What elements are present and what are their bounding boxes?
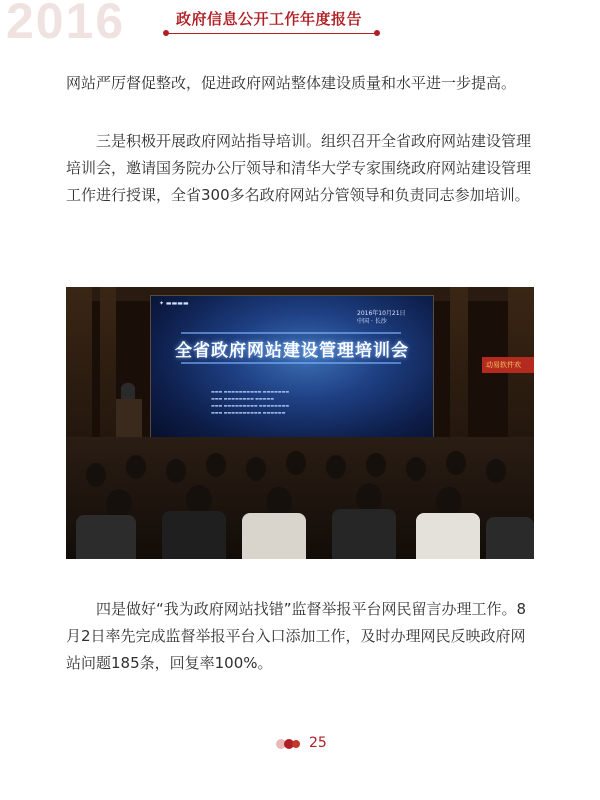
year-watermark: 2016 bbox=[6, 0, 126, 49]
paragraph-2: 三是积极开展政府网站指导培训。组织召开全省政府网站建设管理培训会，邀请国务院办公厅领导和清华大学专家围绕政府网站建设管理工作进行授课，全省300多名政府网站分管领导和负责同志参加培训。 bbox=[66, 132, 532, 204]
screen-date: 2016年10月21日 bbox=[357, 310, 406, 317]
screen-fine-print: ▬▬▬ ▬▬▬▬▬▬▬▬▬▬ ▬▬▬▬▬▬▬ ▬▬▬ ▬▬▬▬▬▬▬▬ ▬▬▬▬▬ ▬▬▬ ▬▬▬▬▬▬▬▬▬ ▬▬▬▬▬▬▬▬ ▬▬▬ ▬▬▬▬▬▬▬▬▬▬ ▬▬▬▬▬▬ bbox=[211, 389, 290, 415]
training-meeting-photo bbox=[66, 287, 534, 559]
header-rule bbox=[166, 33, 380, 34]
side-banner: 动易软件欢 bbox=[482, 357, 534, 373]
header-right-dot bbox=[374, 30, 380, 36]
pager-dot-dark bbox=[292, 740, 300, 748]
projection-screen bbox=[150, 295, 434, 447]
screen-location: 中国 · 长沙 bbox=[357, 318, 387, 325]
paragraph-1: 网站严厉督促整改，促进政府网站整体建设质量和水平进一步提高。 bbox=[66, 74, 517, 92]
podium bbox=[116, 399, 142, 439]
paragraph-training bbox=[66, 128, 536, 209]
screen-logo-icon: ✦ ▬▬▬▬ bbox=[159, 300, 189, 307]
page-number: 25 bbox=[309, 735, 327, 751]
page-header bbox=[0, 0, 600, 50]
paragraph-feedback bbox=[66, 596, 536, 677]
paragraph-3: 四是做好“我为政府网站找错”监督举报平台网民留言办理工作。8月2日率先完成监督举报平台入口添加工作，及时办理网民反映政府网站问题185条，回复率100%。 bbox=[66, 600, 527, 672]
report-title: 政府信息公开工作年度报告 bbox=[176, 10, 363, 28]
paragraph-continued bbox=[66, 70, 536, 97]
audience bbox=[66, 437, 534, 559]
screen-title: 全省政府网站建设管理培训会 bbox=[175, 341, 409, 361]
